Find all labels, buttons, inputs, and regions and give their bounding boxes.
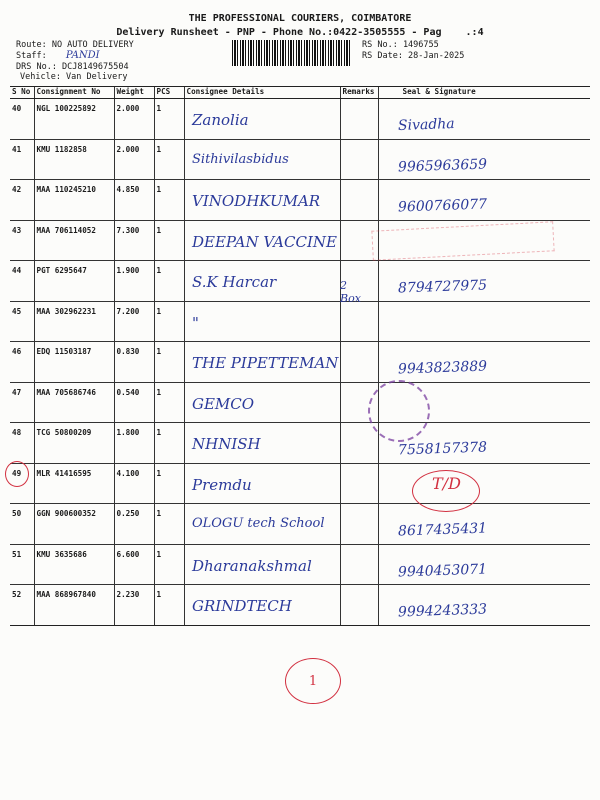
cell-sno: 42 xyxy=(10,180,34,221)
cell-pcs: 1 xyxy=(154,423,184,464)
consignee-handwritten: THE PIPETTEMAN xyxy=(192,354,339,372)
cell-consignee-area xyxy=(184,301,340,342)
cell-consignee-area xyxy=(184,585,340,626)
header-weight: Weight xyxy=(114,87,154,99)
header-consignment: Consignment No xyxy=(34,87,114,99)
cell-signature-area xyxy=(378,504,590,545)
signature-handwritten: Sivadha xyxy=(397,116,455,134)
remarks-handwritten: 2 Box xyxy=(340,279,361,305)
cell-weight: 4.850 xyxy=(114,180,154,221)
cell-consignment: MAA 705686746 xyxy=(34,382,114,423)
cell-weight: 1.800 xyxy=(114,423,154,464)
runsheet-title-text: Delivery Runsheet - PNP - Phone No.:0422-3505555 - Pag xyxy=(116,27,442,38)
staff-caption: Staff: xyxy=(16,51,47,61)
cell-pcs: 1 xyxy=(154,261,184,302)
cell-pcs: 1 xyxy=(154,463,184,504)
consignee-handwritten: GRINDTECH xyxy=(192,597,292,615)
signature-handwritten: 7558157378 xyxy=(397,439,488,459)
cell-remarks-area xyxy=(340,423,378,464)
cell-consignee-area xyxy=(184,544,340,585)
vehicle-label: Vehicle: Van Delivery xyxy=(20,72,128,82)
cell-consignment: MAA 110245210 xyxy=(34,180,114,221)
cell-sno: 43 xyxy=(10,220,34,261)
cell-weight: 0.540 xyxy=(114,382,154,423)
cell-pcs: 1 xyxy=(154,382,184,423)
cell-signature-area xyxy=(378,139,590,180)
cell-signature-area xyxy=(378,585,590,626)
rs-date: RS Date: 28-Jan-2025 xyxy=(362,51,465,61)
consignee-handwritten: VINODHKUMAR xyxy=(192,192,321,210)
cell-pcs: 1 xyxy=(154,544,184,585)
consignee-handwritten: Sithivilasbidus xyxy=(192,151,289,167)
red-circle-mark-49-number xyxy=(5,461,29,487)
cell-consignee-area xyxy=(184,382,340,423)
cell-weight: 2.000 xyxy=(114,139,154,180)
table-row xyxy=(10,382,590,423)
header-consignee: Consignee Details xyxy=(184,87,340,99)
cell-consignment: TCG 50800209 xyxy=(34,423,114,464)
cell-sno: 45 xyxy=(10,301,34,342)
cell-pcs: 1 xyxy=(154,342,184,383)
route-label: Route: NO AUTO DELIVERY xyxy=(16,40,134,50)
table-row xyxy=(10,423,590,464)
consignee-handwritten: GEMCO xyxy=(192,394,255,413)
barcode xyxy=(232,40,350,66)
header-signature: Seal & Signature xyxy=(378,87,590,99)
consignee-handwritten: S.K Harcar xyxy=(192,273,277,291)
cell-weight: 2.000 xyxy=(114,99,154,140)
header-pcs: PCS xyxy=(154,87,184,99)
cell-consignment: MAA 302962231 xyxy=(34,301,114,342)
table-row xyxy=(10,504,590,545)
cell-weight: 4.100 xyxy=(114,463,154,504)
cell-remarks-area xyxy=(340,301,378,342)
cell-weight: 7.200 xyxy=(114,301,154,342)
signature-handwritten: 9600766077 xyxy=(397,196,488,216)
consignee-handwritten: OLOGU tech School xyxy=(192,516,325,531)
cell-consignment: NGL 100225892 xyxy=(34,99,114,140)
runsheet-title xyxy=(0,27,600,38)
cell-consignee-area xyxy=(184,99,340,140)
cell-remarks-area xyxy=(340,180,378,221)
cell-consignee-area xyxy=(184,504,340,545)
cell-consignee-area xyxy=(184,463,340,504)
cell-consignment: EDQ 11503187 xyxy=(34,342,114,383)
page-number: .:4 xyxy=(465,27,484,38)
cell-weight: 7.300 xyxy=(114,220,154,261)
consignee-handwritten: Dharanakshmal xyxy=(192,556,312,575)
signature-handwritten: 9943823889 xyxy=(397,358,488,378)
page-footer-number: 1 xyxy=(308,673,318,689)
cell-consignment: KMU 1182858 xyxy=(34,139,114,180)
cell-sno: 41 xyxy=(10,139,34,180)
cell-weight: 6.600 xyxy=(114,544,154,585)
cell-sno: 40 xyxy=(10,99,34,140)
cell-consignee-area xyxy=(184,220,340,261)
cell-remarks-area xyxy=(340,585,378,626)
page-footer-mark xyxy=(285,658,341,704)
cell-pcs: 1 xyxy=(154,139,184,180)
cell-remarks-area xyxy=(340,261,378,302)
signature-handwritten: 9965963659 xyxy=(397,155,488,176)
cell-remarks-area xyxy=(340,139,378,180)
cell-consignee-area xyxy=(184,261,340,302)
header-sno: S No xyxy=(10,87,34,99)
cell-pcs: 1 xyxy=(154,180,184,221)
cell-consignment: PGT 6295647 xyxy=(34,261,114,302)
cell-signature-area xyxy=(378,342,590,383)
cell-consignment: GGN 900600352 xyxy=(34,504,114,545)
table-row xyxy=(10,463,590,504)
cell-remarks-area xyxy=(340,504,378,545)
signature-handwritten: 8617435431 xyxy=(397,520,488,540)
cell-sno: 44 xyxy=(10,261,34,302)
cell-pcs: 1 xyxy=(154,504,184,545)
cell-sno: 52 xyxy=(10,585,34,626)
consignee-handwritten: Premdu xyxy=(192,475,252,494)
red-circle-mark-49 xyxy=(412,470,480,512)
cell-sno: 46 xyxy=(10,342,34,383)
cell-sno: 50 xyxy=(10,504,34,545)
cell-signature-area xyxy=(378,544,590,585)
cell-consignment: KMU 3635686 xyxy=(34,544,114,585)
company-title: THE PROFESSIONAL COURIERS, COIMBATORE xyxy=(188,13,412,24)
cell-weight: 0.250 xyxy=(114,504,154,545)
cell-signature-area xyxy=(378,99,590,140)
cell-consignment: MLR 41416595 xyxy=(34,463,114,504)
table-row xyxy=(10,342,590,383)
cell-pcs: 1 xyxy=(154,585,184,626)
table-row xyxy=(10,261,590,302)
cell-signature-area xyxy=(378,301,590,342)
table-row xyxy=(10,544,590,585)
seal-stamp xyxy=(368,380,430,442)
cell-remarks-area xyxy=(340,99,378,140)
consignee-handwritten: NHNISH xyxy=(192,435,261,453)
cell-sno: 47 xyxy=(10,382,34,423)
drs-number: DRS No.: DCJ8149675504 xyxy=(16,62,129,72)
staff-name-handwritten: PANDI xyxy=(65,50,100,61)
cell-consignee-area xyxy=(184,342,340,383)
rs-number: RS No.: 1496755 xyxy=(362,40,439,50)
table-row xyxy=(10,585,590,626)
cell-consignee-area xyxy=(184,180,340,221)
staff-label xyxy=(16,51,100,61)
table-row xyxy=(10,139,590,180)
cell-remarks-area xyxy=(340,463,378,504)
table-row xyxy=(10,301,590,342)
table-row xyxy=(10,180,590,221)
cell-pcs: 1 xyxy=(154,99,184,140)
consignee-handwritten: Zanolia xyxy=(192,111,249,129)
signature-handwritten: 9940453071 xyxy=(397,560,488,581)
cell-weight: 2.230 xyxy=(114,585,154,626)
cell-consignment: MAA 706114052 xyxy=(34,220,114,261)
cell-signature-area xyxy=(378,463,590,504)
consignee-handwritten: DEEPAN VACCINE xyxy=(192,232,337,251)
cell-consignee-area xyxy=(184,423,340,464)
signature-handwritten: 9994243333 xyxy=(397,601,488,621)
cell-weight: 0.830 xyxy=(114,342,154,383)
signature-handwritten: T/D xyxy=(432,473,461,493)
cell-signature-area xyxy=(378,180,590,221)
header-remarks: Remarks xyxy=(340,87,378,99)
cell-pcs: 1 xyxy=(154,220,184,261)
cell-sno: 51 xyxy=(10,544,34,585)
table-header-row xyxy=(10,87,590,99)
table-row xyxy=(10,99,590,140)
cell-weight: 1.900 xyxy=(114,261,154,302)
cell-pcs: 1 xyxy=(154,301,184,342)
cell-sno: 48 xyxy=(10,423,34,464)
cell-consignment: MAA 868967840 xyxy=(34,585,114,626)
cell-sno: 49 xyxy=(10,463,34,504)
cell-remarks-area xyxy=(340,544,378,585)
cell-remarks-area xyxy=(340,342,378,383)
runsheet-table xyxy=(10,86,590,626)
cell-consignee-area xyxy=(184,139,340,180)
cell-signature-area xyxy=(378,261,590,302)
consignee-handwritten: " xyxy=(192,313,199,332)
signature-handwritten: 8794727975 xyxy=(397,277,488,297)
